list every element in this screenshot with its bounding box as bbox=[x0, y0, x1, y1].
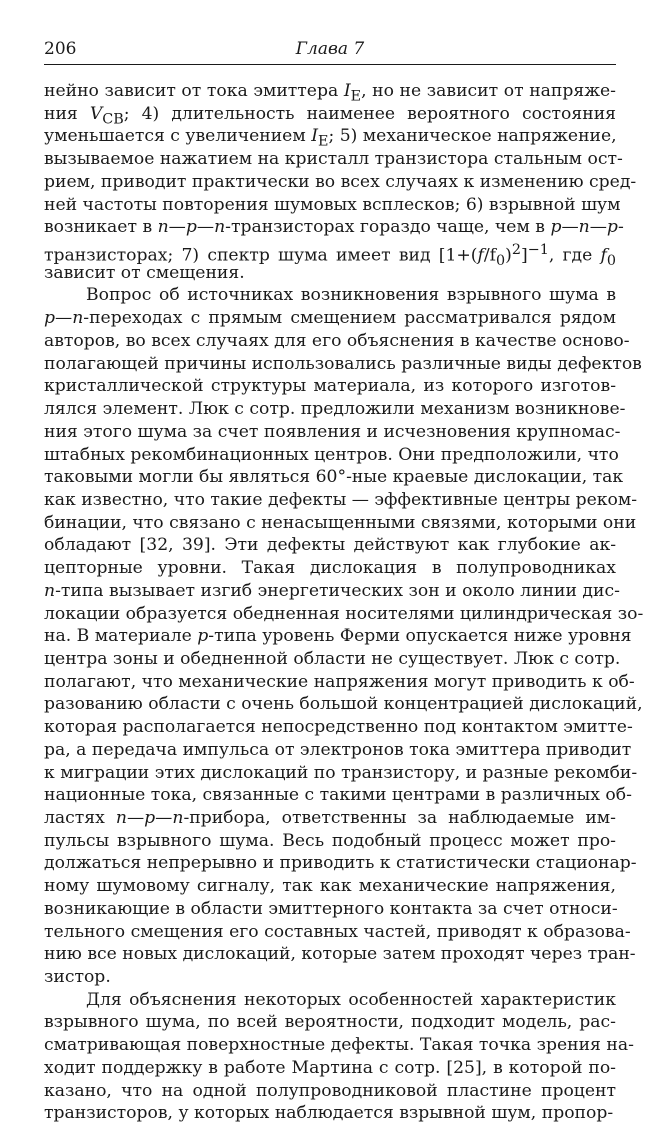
text-line: на. В материале p-типа уровень Ферми опускается ниже уровня bbox=[44, 626, 632, 647]
text-line: локации образуется обедненная носителями цилиндрическая зо- bbox=[44, 603, 644, 624]
text-line: ному шумовому сигналу, так как механические напряжения, bbox=[44, 876, 616, 897]
body-text bbox=[44, 80, 644, 1125]
text-line: таковыми могли бы являться 60°-ные краевые дислокации, так bbox=[44, 467, 624, 488]
text-line: взрывного шума, по всей вероятности, подходит модель, рас- bbox=[44, 1012, 616, 1033]
text-line: зистор. bbox=[44, 967, 111, 988]
text-line: казано, что на одной полупроводниковой пластине процент bbox=[44, 1080, 616, 1101]
text-line: обладают [32, 39]. Эти дефекты действуют как глубокие ак- bbox=[44, 535, 616, 556]
text-line: ния этого шума за счет появления и исчезновения крупномас- bbox=[44, 421, 621, 442]
paragraph bbox=[44, 80, 637, 284]
paragraph bbox=[44, 284, 644, 988]
text-line: ластях n—p—n-прибора, ответственны за наблюдаемые им- bbox=[44, 808, 616, 828]
text-line: как известно, что такие дефекты — эффективные центры реком- bbox=[44, 489, 638, 510]
text-line: ра, а передача импульса от электронов тока эмиттера приводит bbox=[44, 739, 632, 760]
text-line: транзисторов, у которых наблюдается взрывной шум, пропор- bbox=[44, 1103, 614, 1124]
text-line: центра зоны и обедненной области не существует. Люк с сотр. bbox=[44, 648, 621, 669]
text-line: Вопрос об источниках возникновения взрывного шума в bbox=[86, 285, 616, 306]
text-line: бинации, что связано с ненасыщенными связями, которыми они bbox=[44, 512, 637, 533]
page-number: 206 bbox=[44, 39, 77, 59]
text-line: пульсы взрывного шума. Весь подобный процесс может про- bbox=[44, 830, 616, 851]
paragraph bbox=[44, 989, 634, 1125]
text-line: тельного смещения его составных частей, приводят к образова- bbox=[44, 921, 631, 942]
text-line: полагают, что механические напряжения могут приводить к об- bbox=[44, 671, 635, 692]
text-line: авторов, во всех случаях для его объяснения в качестве осново- bbox=[44, 330, 630, 351]
page-header bbox=[44, 38, 616, 62]
text-line: разованию области с очень большой концентрацией дислокаций, bbox=[44, 694, 643, 715]
running-head: Глава 7 bbox=[295, 39, 365, 59]
text-line: к миграции этих дислокаций по транзистору, и разные рекомби- bbox=[44, 762, 638, 783]
text-line: полагающей причины использовались различные виды дефектов bbox=[44, 353, 642, 374]
text-line: цепторные уровни. Такая дислокация в полупроводниках bbox=[44, 558, 616, 579]
text-line: транзисторах; 7) спектр шума имеет вид $[1+(f/f_0)^2]^{-1}$, где $f_0$ bbox=[44, 242, 616, 270]
text-line: которая располагается непосредственно под контактом эмитте- bbox=[44, 717, 633, 738]
text-line: Для объяснения некоторых особенностей характеристик bbox=[86, 989, 616, 1010]
text-line: зависит от смещения. bbox=[44, 262, 245, 283]
text-line: p—n-переходах с прямым смещением рассматривался рядом bbox=[44, 308, 616, 329]
header-rule bbox=[44, 64, 616, 65]
text-line: возникает в n—p—n-транзисторах гораздо чаще, чем в p—n—p- bbox=[44, 217, 624, 238]
text-line: штабных рекомбинационных центров. Они предположили, что bbox=[44, 444, 619, 465]
text-line: национные тока, связанные с такими центрами в различных об- bbox=[44, 785, 632, 806]
text-line: сматривающая поверхностные дефекты. Такая точка зрения на- bbox=[44, 1035, 634, 1056]
text-line: уменьшается с увеличением $I_E$; 5) механическое напряжение, bbox=[44, 126, 617, 150]
text-line: нейно зависит от тока эмиттера $I_E$, но не зависит от напряже- bbox=[44, 81, 616, 105]
text-line: кристаллической структуры материала, из которого изготов- bbox=[44, 376, 616, 397]
text-line: лялся элемент. Люк с сотр. предложили механизм возникнове- bbox=[44, 399, 626, 420]
text-line: рием, приводит практически во всех случаях к изменению сред- bbox=[44, 171, 637, 192]
text-line: ходит поддержку в работе Мартина с сотр. [25], в которой по- bbox=[44, 1057, 616, 1078]
text-line: n-типа вызывает изгиб энергетических зон и около линии дис- bbox=[44, 580, 620, 601]
text-line: вызываемое нажатием на кристалл транзистора стальным ост- bbox=[44, 149, 623, 170]
text-line: ней частоты повторения шумовых всплесков; 6) взрывной шум bbox=[44, 194, 621, 215]
text-line: ния $V_{CB}$; 4) длительность наименее вероятного состояния bbox=[44, 103, 616, 128]
text-line: должаться непрерывно и приводить к статистически стационар- bbox=[44, 853, 637, 874]
text-line: нию все новых дислокаций, которые затем проходят через тран- bbox=[44, 944, 636, 965]
text-line: возникающие в области эмиттерного контакта за счет относи- bbox=[44, 898, 618, 919]
